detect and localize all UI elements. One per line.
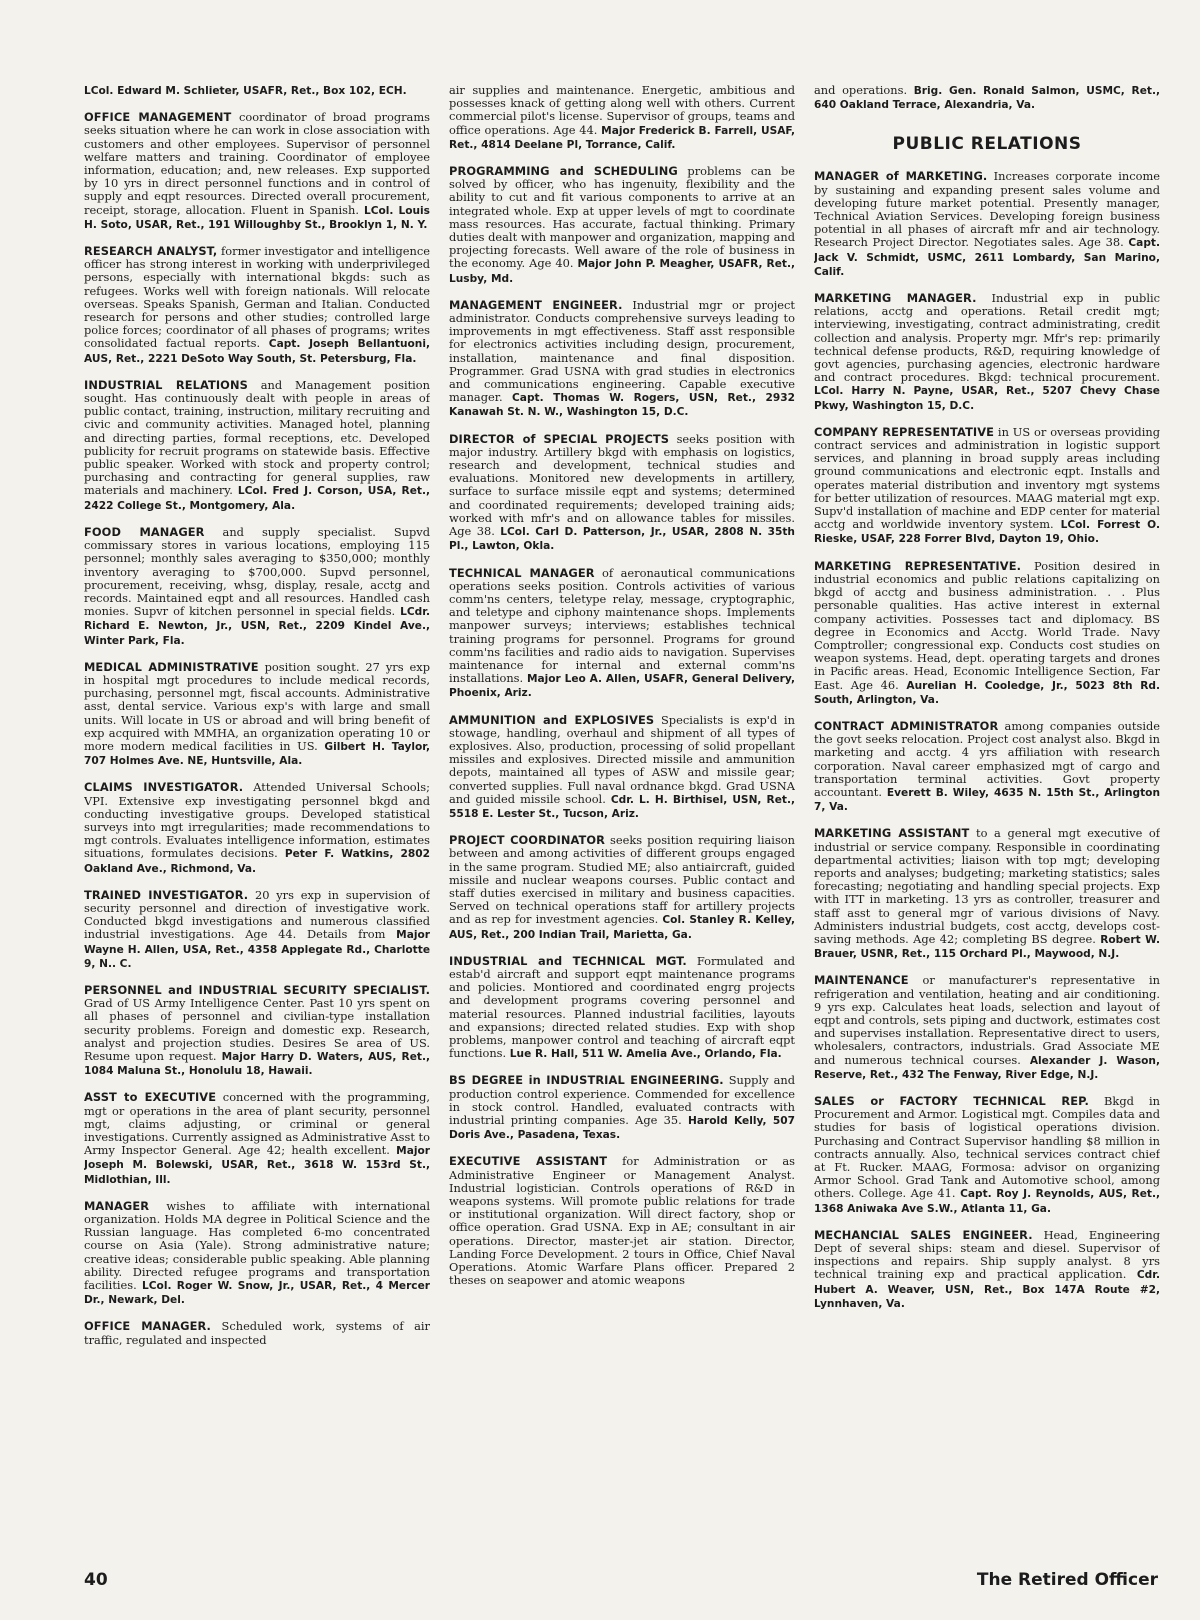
listing-headline: PERSONNEL and INDUSTRIAL SECURITY SPECIALIST.	[84, 982, 430, 997]
listing-entry	[814, 84, 1160, 112]
listing-text: among companies outside the govt seeks relocation. Project cost analyst also. Bkgd in marketing and acctg. 4 yrs affiliation with research corporation. Naval career emphasized mgt of cargo and transportation terminal activities. Govt property accountant.	[814, 718, 1160, 799]
listing-headline: SALES or FACTORY TECHNICAL REP.	[814, 1094, 1089, 1108]
listing-entry	[84, 526, 430, 648]
listing-headline: FOOD MANAGER	[84, 524, 205, 539]
listing-headline: AMMUNITION and EXPLOSIVES	[449, 712, 655, 727]
listing-text: Specialists is exp'd in stowage, handling, overhaul and shipment of all types of explosives. Also, production, processing of solid propellant missiles and explosives. Directed missile and ammunition depots, maintained all types of ASW and missile gear; converted supplies. Full naval ordnance bkgd. Grad USNA and guided missile school.	[449, 712, 795, 806]
listing-entry	[84, 889, 430, 971]
listing-text: Formulated and estab'd aircraft and support eqpt maintenance programs and policies. Montiored and coordinated engrg projects and development programs covering personnel and material resources. Planned industrial facilities, layouts and expansions; directed related studies. Exp with shop problems, manpower control and teaching of aircraft eqpt functions.	[449, 953, 795, 1061]
listing-entry	[814, 720, 1160, 814]
listing-text: coordinator of broad programs seeks situation where he can work in close association with customers and other employees. Supervisor of personnel welfare matters and training. Coordinator of employee information, education; and, new releases. Exp supported by 10 yrs in direct personnel functions and in control of supply and eqpt resources. Directed overall procurement, receipt, storage, allocation. Fluent in Spanish.	[84, 110, 430, 217]
listing-text: 20 yrs exp in supervision of security personnel and direction of investigative work. Conducted bkgd investigations and numerous classified industrial investigations. Age 44. Details from	[84, 887, 430, 942]
publication-name: The Retired Officer	[976, 1570, 1158, 1590]
listing-contact: Major Wayne H. Allen, USA, Ret., 4358 Applegate Rd., Charlotte 9, N.. C.	[84, 929, 430, 970]
listing-contact: Cdr. L. H. Birthisel, USN, Ret., 5518 E. Lester St., Tucson, Ariz.	[449, 793, 795, 820]
listing-contact: Robert W. Brauer, USNR, Ret., 115 Orchard Pl., Maywood, N.J.	[814, 933, 1160, 961]
listing-headline: TRAINED INVESTIGATOR.	[84, 887, 249, 902]
listing-contact: LCdr. Richard E. Newton, Jr., USN, Ret., 2209 Kindel Ave., Winter Park, Fla.	[84, 606, 430, 647]
listing-text: and supply specialist. Supvd commissary stores in various locations, employing 115 personnel; monthly sales averaging to $350,000; monthly inventory averaging to $700,000. Supvd personnel, procurement, receiving, whsg, display, resale, acctg and records. Maintained eqpt and all resources. Handled cash monies. Supvr of kitchen personnel in special fields.	[84, 524, 430, 619]
listing-contact: Capt. Jack V. Schmidt, USMC, 2611 Lombardy, San Marino, Calif.	[814, 237, 1160, 278]
listing-entry	[814, 292, 1160, 413]
listing-headline: MECHANCIAL SALES ENGINEER.	[814, 1227, 1033, 1242]
column-right-listings	[814, 170, 1160, 1311]
listing-headline: MAINTENANCE	[814, 973, 909, 988]
listing-contact: Harold Kelly, 507 Doris Ave., Pasadena, Texas.	[449, 1115, 795, 1142]
listing-text: seeks position requiring liaison between and among activities of different groups engaged in the same program. Studied ME; also antiaircraft, guided missile and nuclear weapons courses. Public contact and staff duties exercised in military and business capacities. Served on technical operations staff for artillery projects and as rep for investment agencies.	[449, 833, 795, 927]
listing-contact: Alexander J. Wason, Reserve, Ret., 432 The Fenway, River Edge, N.J.	[814, 1054, 1160, 1081]
listing-text: Increases corporate income by sustaining and expanding present sales volume and developing future market potential. Presently manager, Technical Aviation Services. Developing foreign business potential in all phases of aircraft mfr and air technology. Research Project Director. Negotiates sales. Age 38.	[814, 169, 1160, 250]
listing-text: Head, Engineering Dept of several ships: steam and diesel. Supervisor of inspections and repairs. Ship supply analyst. 8 yrs technical training exp and practical application.	[814, 1227, 1160, 1282]
listing-entry	[814, 1229, 1160, 1311]
listing-entry	[84, 245, 430, 366]
listing-text: Position desired in industrial economics and public relations capitalizing on bkgd of acctg and business administration. . . Plus personable qualities. Has active interest in external company activities. Possesses tact and diplomacy. BS degree in Economics and Acctg. World Trade. Navy Comptroller; congressional exp. Conducts cost studies on weapon systems. Head, dept. operating targets and drones in Pacific areas. Head, Economic Intelligence Section, Far East. Age 46.	[814, 558, 1160, 692]
listing-contact: LCol. Roger W. Snow, Jr., USAR, Ret., 4 Mercer Dr., Newark, Del.	[84, 1280, 430, 1307]
listing-contact: LCol. Fred J. Corson, USA, Ret., 2422 College St., Montgomery, Ala.	[84, 485, 430, 512]
listing-contact: LCol. Carl D. Patterson, Jr., USAR, 2808 N. 35th Pl., Lawton, Okla.	[449, 526, 795, 553]
listing-entry	[814, 827, 1160, 961]
listing-headline: CONTRACT ADMINISTRATOR	[814, 718, 999, 733]
listing-text: air supplies and maintenance. Energetic, ambitious and possesses knack of getting along well with others. Current commercial pilot's license. Supervisor of groups, teams and office operations. Age 44.	[449, 84, 795, 137]
listing-entry	[84, 1200, 430, 1308]
listing-contact: Brig. Gen. Ronald Salmon, USMC, Ret., 640 Oakland Terrace, Alexandria, Va.	[814, 85, 1160, 112]
listing-entry	[814, 1095, 1160, 1216]
listing-contact: LCol. Harry N. Payne, USAR, Ret., 5207 Chevy Chase Pkwy, Washington 15, D.C.	[814, 385, 1160, 412]
listing-entry	[84, 84, 430, 98]
listing-text: position sought. 27 yrs exp in hospital mgt procedures to include medical records, purchasing, personnel mgt, fiscal accounts. Administrative asst, dental service. Various exp's with large and small units. Will locate in US or abroad and will bring benefit of exp acquired with MMHA, an organization operating 10 or more modern medical facilities in US.	[84, 659, 430, 753]
listing-contact: Major Leo A. Allen, USAFR, General Delivery, Phoenix, Ariz.	[449, 673, 795, 700]
listing-headline: INDUSTRIAL RELATIONS	[84, 377, 248, 392]
listing-headline: ASST to EXECUTIVE	[84, 1090, 217, 1105]
listing-headline: TECHNICAL MANAGER	[449, 565, 595, 580]
listing-contact: LCol. Edward M. Schlieter, USAFR, Ret., Box 102, ECH.	[84, 85, 407, 97]
listing-contact: Cdr. Hubert A. Weaver, USN, Ret., Box 147A Route #2, Lynnhaven, Va.	[814, 1269, 1160, 1310]
listing-headline: PROJECT COORDINATOR	[449, 833, 606, 848]
listing-headline: MARKETING MANAGER.	[814, 291, 977, 306]
listing-headline: INDUSTRIAL and TECHNICAL MGT.	[449, 953, 687, 968]
listing-entry	[449, 1155, 795, 1287]
page-number: 40	[84, 1570, 108, 1590]
listing-entry	[449, 955, 795, 1062]
listing-entry	[84, 379, 430, 513]
listing-contact: Major John P. Meagher, USAFR, Ret., Lusby, Md.	[449, 258, 795, 285]
listing-headline: BS DEGREE in INDUSTRIAL ENGINEERING.	[449, 1073, 724, 1088]
listing-headline: MANAGER of MARKETING.	[814, 169, 988, 184]
listing-entry	[814, 974, 1160, 1082]
listing-entry	[814, 426, 1160, 547]
listing-contact: LCol. Louis H. Soto, USAR, Ret., 191 Willoughby St., Brooklyn 1, N. Y.	[84, 204, 430, 231]
listing-text: and Management position sought. Has continuously dealt with people in areas of public contact, training, instruction, military recruiting and civic and community activities. Managed hotel, planning and directing parties, formal receptions, etc. Developed publicity for recruit programs on statewide basis. Effective public speaker. Worked with stock and property control; purchasing and contracting for general supplies, raw materials and machinery.	[84, 377, 430, 498]
listing-text: Supply and production control experience. Commended for excellence in stock control. Handled, evaluated contracts with industrial printing companies. Age 35.	[449, 1073, 795, 1128]
listing-text: in US or overseas providing contract services and administration in logistic support services, and planning in broad supply areas including ground communications and electronic eqpt. Installs and operates material distribution and inventory mgt systems for better utilization of resources. MAAG material mgt exp. Supv'd installation of machine and EDP center for material acctg and worldwide inventory system.	[814, 424, 1160, 532]
listing-headline: PROGRAMMING and SCHEDULING	[449, 164, 678, 179]
listing-text: former investigator and intelligence officer has strong interest in working with underprivileged persons, especially with international bkgds: such as refugees. Works well with foreign nationals. Will relocate overseas. Speaks Spanish, German and Italian. Conducted research for persons and other studies; controlled large police forces; coordinator of all phases of programs; writes consolidated factual reports.	[84, 244, 430, 351]
listing-contact: Aurelian H. Cooledge, Jr., 5023 8th Rd. South, Arlington, Va.	[814, 679, 1160, 706]
listing-entry	[449, 165, 795, 286]
column-middle	[449, 84, 795, 1554]
listing-headline: MEDICAL ADMINISTRATIVE	[84, 659, 259, 674]
listing-text: Attended Universal Schools; VPI. Extensive exp investigating personnel bkgd and conducting investigative groups. Developed statistical surveys into mgt irregularities; made recommendations to mgt controls. Evaluates intelligence information, estimates situations, formulates decisions.	[84, 780, 430, 861]
listing-text: problems can be solved by officer, who has ingenuity, flexibility and the ability to cut and fit various components to arrive at an integrated whole. Exp at upper levels of mgt to coordinate mass resources. Has accurate, factual thinking. Primary duties dealt with manpower and organization, mapping and projecting forecasts. Well aware of the role of business in the economy. Age 40.	[449, 164, 795, 271]
listing-entry	[814, 170, 1160, 279]
listing-headline: MARKETING REPRESENTATIVE.	[814, 558, 1021, 573]
listing-entry	[84, 661, 430, 769]
listing-entry	[449, 714, 795, 822]
listing-contact: Capt. Thomas W. Rogers, USN, Ret., 2932 Kanawah St. N. W., Washington 15, D.C.	[449, 392, 795, 419]
column-left	[84, 84, 430, 1554]
listing-contact: Major Harry D. Waters, AUS, Ret., 1084 Maluna St., Honolulu 18, Hawaii.	[84, 1051, 430, 1078]
listing-headline: DIRECTOR of SPECIAL PROJECTS	[449, 431, 670, 446]
listing-contact: Everett B. Wiley, 4635 N. 15th St., Arlington 7, Va.	[814, 786, 1160, 814]
listing-text: and operations.	[814, 84, 914, 97]
listing-text: of aeronautical communications operations seeks position. Controls activities of various comm'ns centers, teletype relay, message, cryptographic, and teletype and ciphony maintenance shops. Implements manpower surveys; interviews; establishes technical training programs for personnel. Programs for ground comm'ns facilities and radio aids to navigation. Supervises maintenance for internal and external comm'ns installations.	[449, 565, 795, 686]
column-right-top	[814, 84, 1160, 112]
listing-entry	[84, 781, 430, 875]
listing-headline: OFFICE MANAGER.	[84, 1319, 211, 1334]
listing-headline: MANAGEMENT ENGINEER.	[449, 297, 623, 312]
listing-text: to a general mgt executive of industrial or service company. Responsible in coordinating departmental activities; liaison with top mgt; developing reports and analyses; budgeting; marketing statistics; sales forecasting; negotiating and handling special projects. Exp with ITT in marketing. 13 yrs as controller, treasurer and staff asst to general mgr of various divisions of Navy. Administers industrial budgets, cost acctg, develops cost-saving methods. Age 42; completing BS degree.	[814, 826, 1160, 946]
listing-contact: Peter F. Watkins, 2802 Oakland Ave., Richmond, Va.	[84, 848, 430, 875]
classified-columns	[84, 84, 1160, 1554]
listing-entry	[84, 1091, 430, 1186]
listing-headline: CLAIMS INVESTIGATOR.	[84, 780, 244, 795]
listing-contact: Capt. Joseph Bellantuoni, AUS, Ret., 2221 DeSoto Way South, St. Petersburg, Fla.	[84, 338, 430, 365]
listing-entry	[449, 834, 795, 942]
listing-entry	[84, 111, 430, 232]
listing-entry	[84, 984, 430, 1078]
listing-headline: MARKETING ASSISTANT	[814, 826, 970, 841]
section-title: PUBLIC RELATIONS	[892, 134, 1082, 155]
listing-contact: Capt. Roy J. Reynolds, AUS, Ret., 1368 Aniwaka Ave S.W., Atlanta 11, Ga.	[814, 1188, 1160, 1215]
listing-text: Scheduled work, systems of air traffic, regulated and inspected	[84, 1319, 430, 1347]
listing-text: Industrial mgr or project administrator. Conducts comprehensive surveys leading to improvements in mgt effectiveness. Staff asst responsible for electronics activities including design, procurement, installation, maintenance and final disposition. Programmer. Grad USNA with grad studies in electronics and communications engineering. Capable executive manager.	[449, 297, 795, 405]
listing-contact: Col. Stanley R. Kelley, AUS, Ret., 200 Indian Trail, Marietta, Ga.	[449, 914, 795, 941]
listing-text: Industrial exp in public relations, acctg and operations. Retail credit mgt; interviewing, investigating, contract administrating, credit collection and analysis. Property mgr. Mfr's rep: primarily technical defense products, R&D, requiring knowledge of govt agencies, purchasing agencies, electronic hardware and contract procedures. Bkgd: technical procurement.	[814, 291, 1160, 385]
listing-headline: EXECUTIVE ASSISTANT	[449, 1154, 608, 1169]
listing-headline: COMPANY REPRESENTATIVE	[814, 424, 995, 439]
listing-entry	[449, 1074, 795, 1142]
listing-contact: Major Joseph M. Bolewski, USAR, Ret., 3618 W. 153rd St., Midlothian, Ill.	[84, 1145, 430, 1186]
listing-text: seeks position with major industry. Artillery bkgd with emphasis on logistics, research and development, technical studies and evaluations. Monitored new developments in artillery, surface to surface missile eqpt and systems; determined and coordinated requirements; developed training aids; worked with mfr's and on allowance tables for missiles. Age 38.	[449, 431, 795, 539]
listing-headline: OFFICE MANAGEMENT	[84, 110, 232, 125]
listing-contact: Gilbert H. Taylor, 707 Holmes Ave. NE, Huntsville, Ala.	[84, 740, 430, 768]
listing-entry	[449, 567, 795, 701]
listing-text: Bkgd in Procurement and Armor. Logistical mgt. Compiles data and studies for basis of logistical operations division. Purchasing and Contract Supervisor handling $8 million in contracts annually. Also, technical services contract chief at Ft. Rucker. MAAG, Formosa: advisor on organizing Armor School. Grad Tank and Automotive school, among others. College. Age 41.	[814, 1094, 1160, 1201]
listing-entry	[84, 1320, 430, 1346]
listing-entry	[814, 560, 1160, 707]
listing-text: concerned with the programming, mgt or operations in the area of plant security, personnel mgt, claims adjusting, or criminal or general investigations. Currently assigned as Administrative Asst to Army Inspector General. Age 42; health excellent.	[84, 1090, 430, 1158]
listing-entry	[449, 433, 795, 554]
column-right	[814, 84, 1160, 1554]
listing-text: for Administration or as Administrative Engineer or Management Analyst. Industrial logistician. Controls operations of R&D in weapons systems. Will promote public relations for trade or institutional organization. Will direct factory, shop or office operation. Grad USNA. Exp in AE; consultant in air operations. Director, master-jet air station. Director, Landing Force Development. 2 tours in Office, Chief Naval Operations. Atomic Warfare Plans officer. Prepared 2 theses on seapower and atomic weapons	[449, 1154, 795, 1288]
listing-contact: LCol. Forrest O. Rieske, USAF, 228 Forrer Blvd, Dayton 19, Ohio.	[814, 519, 1160, 546]
listing-headline: RESEARCH ANALYST,	[84, 244, 218, 259]
listing-text: wishes to affiliate with international organization. Holds MA degree in Political Science and the Russian language. Has completed 6-mo concentrated course on Asia (Yale). Strong administrative nature; creative ideas; considerable public speaking. Able planning ability. Directed refugee programs and transportation facilities.	[84, 1198, 430, 1293]
listing-text: Grad of US Army Intelligence Center. Past 10 yrs spent on all phases of personnel and civilian-type installation security problems. Foreign and domestic exp. Research, analyst and projection studies. Desires Se area of US. Resume upon request.	[84, 996, 430, 1063]
listing-contact: Major Frederick B. Farrell, USAF, Ret., 4814 Deelane Pl, Torrance, Calif.	[449, 124, 795, 151]
listing-entry	[449, 84, 795, 152]
listing-headline: MANAGER	[84, 1198, 150, 1213]
listing-entry	[449, 299, 795, 420]
listing-text: or manufacturer's representative in refrigeration and ventilation, heating and air conditioning. 9 yrs exp. Calculates heat loads, selection and layout of eqpt and controls, sets piping and ductwork, estimates cost and supervises installation. Representative direct to users, wholesalers, contractors, industrials. Grad Associate ME and numerous technical courses.	[814, 973, 1160, 1067]
listing-contact: Lue R. Hall, 511 W. Amelia Ave., Orlando, Fla.	[509, 1048, 782, 1061]
